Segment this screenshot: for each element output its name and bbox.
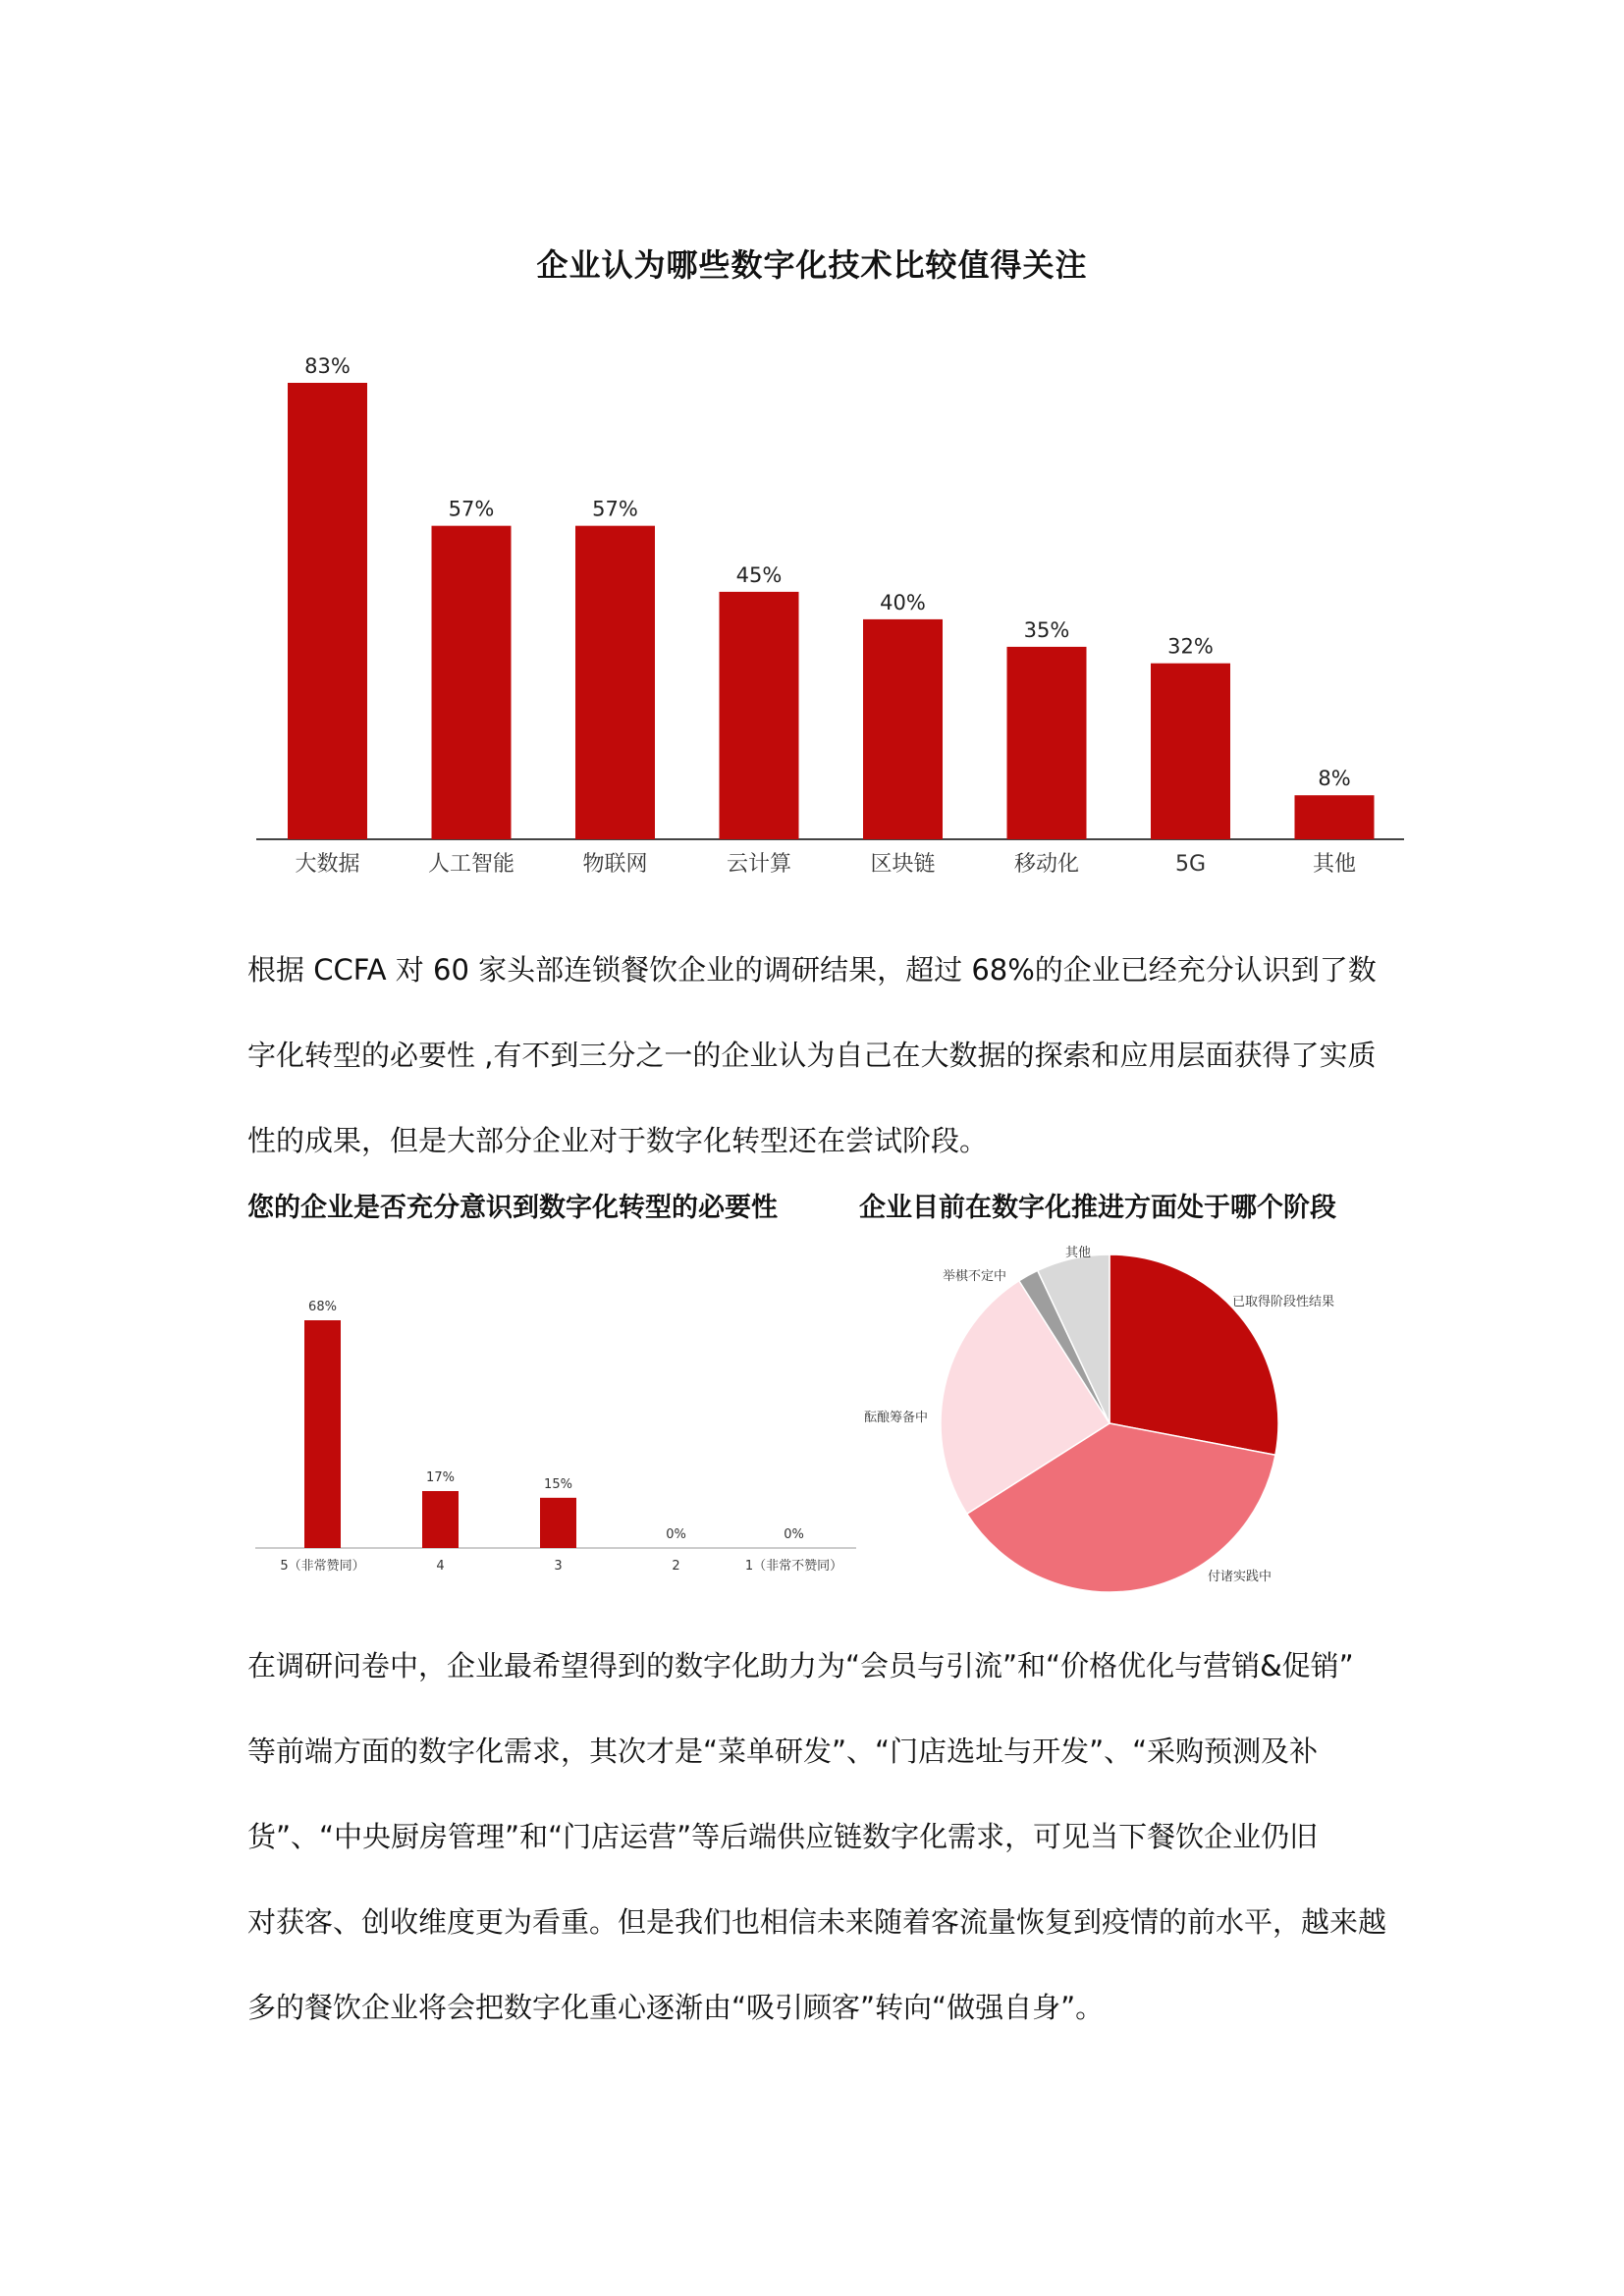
- bar-value-label: 32%: [1167, 634, 1214, 659]
- x-tick-label: 物联网: [582, 852, 648, 877]
- bar: [575, 526, 655, 839]
- bar: [720, 592, 799, 839]
- bar: [1007, 647, 1087, 839]
- bar-value-label: 83%: [304, 354, 351, 378]
- paragraph1-line: 性的成果，但是大部分企业对于数字化转型还在尝试阶段。: [247, 1124, 989, 1157]
- chart3-title: 企业目前在数字化推进方面处于哪个阶段: [859, 1193, 1336, 1223]
- bar: [288, 383, 367, 839]
- bar: [1151, 664, 1230, 839]
- paragraph2-line: 等前端方面的数字化需求，其次才是“菜单研发”、“门店选址与开发”、“采购预测及补: [247, 1735, 1319, 1768]
- bar: [432, 526, 512, 839]
- bar-value-label: 40%: [880, 590, 926, 614]
- bar: [422, 1491, 459, 1548]
- bar: [304, 1320, 341, 1548]
- pie-slice-label: 其他: [1064, 1246, 1092, 1260]
- paragraph-digital-needs: [247, 1624, 1386, 2051]
- bar-value-label: 68%: [308, 1300, 337, 1314]
- paragraph1-line: 根据 CCFA 对 60 家头部连锁餐饮企业的调研结果，超过 68%的企业已经充分认识到了数: [247, 953, 1377, 987]
- bar-value-label: 35%: [1023, 617, 1070, 642]
- paragraph2-line: 多的餐饮企业将会把数字化重心逐渐由“吸引顾客”转向“做强自身”。: [247, 1991, 1105, 2024]
- pie-slice-label: 举棋不定中: [942, 1269, 1006, 1284]
- pie-slice-label: 付诸实践中: [1208, 1570, 1272, 1584]
- bar-value-label: 45%: [735, 562, 783, 587]
- pie-slice-label: 已取得阶段性结果: [1232, 1295, 1335, 1309]
- bar-value-label: 0%: [666, 1527, 686, 1542]
- x-tick-label: 5（非常赞同）: [280, 1559, 365, 1574]
- bar: [540, 1498, 576, 1548]
- x-tick-label: 5G: [1174, 852, 1207, 877]
- x-tick-label: 移动化: [1013, 852, 1080, 877]
- bar-value-label: 15%: [544, 1476, 572, 1492]
- bar-value-label: 8%: [1318, 767, 1351, 791]
- paragraph2-line: 在调研问卷中，企业最希望得到的数字化助力为“会员与引流”和“价格优化与营销&促销”: [247, 1649, 1354, 1682]
- bar-value-label: 57%: [448, 497, 495, 521]
- paragraph-ccfa-survey: [247, 928, 1386, 1184]
- chart2-title: 您的企业是否充分意识到数字化转型的必要性: [247, 1193, 778, 1223]
- bar-value-label: 57%: [592, 497, 638, 521]
- x-tick-label: 1（非常不赞同）: [744, 1559, 843, 1574]
- x-tick-label: 4: [436, 1559, 445, 1574]
- x-tick-label: 区块链: [870, 852, 936, 877]
- paragraph2-line: 对获客、创收维度更为看重。但是我们也相信未来随着客流量恢复到疫情的前水平，越来越: [247, 1905, 1387, 1939]
- paragraph1-line: 字化转型的必要性 ,有不到三分之一的企业认为自己在大数据的探索和应用层面获得了实质: [247, 1039, 1377, 1072]
- chart1-title: 企业认为哪些数字化技术比较值得关注: [536, 246, 1088, 284]
- pie-slice-label: 酝酿筹备中: [863, 1411, 928, 1425]
- x-tick-label: 人工智能: [427, 852, 515, 877]
- pie-slice: [1110, 1255, 1278, 1455]
- paragraph2-line: 货”、“中央厨房管理”和“门店运营”等后端供应链数字化需求，可见当下餐饮企业仍旧: [247, 1820, 1319, 1853]
- x-tick-label: 大数据: [295, 852, 360, 877]
- chart2-awareness-bar-chart: [255, 1276, 864, 1590]
- bar: [863, 619, 943, 839]
- x-tick-label: 其他: [1312, 852, 1357, 877]
- x-tick-label: 3: [554, 1559, 563, 1574]
- bar: [1295, 795, 1375, 839]
- x-tick-label: 2: [672, 1559, 680, 1574]
- chart1-technologies-bar-chart: [250, 334, 1419, 883]
- bar-value-label: 0%: [784, 1527, 804, 1542]
- chart3-stage-pie-chart: [835, 1227, 1404, 1620]
- bar-value-label: 17%: [426, 1470, 455, 1485]
- x-tick-label: 云计算: [726, 852, 792, 877]
